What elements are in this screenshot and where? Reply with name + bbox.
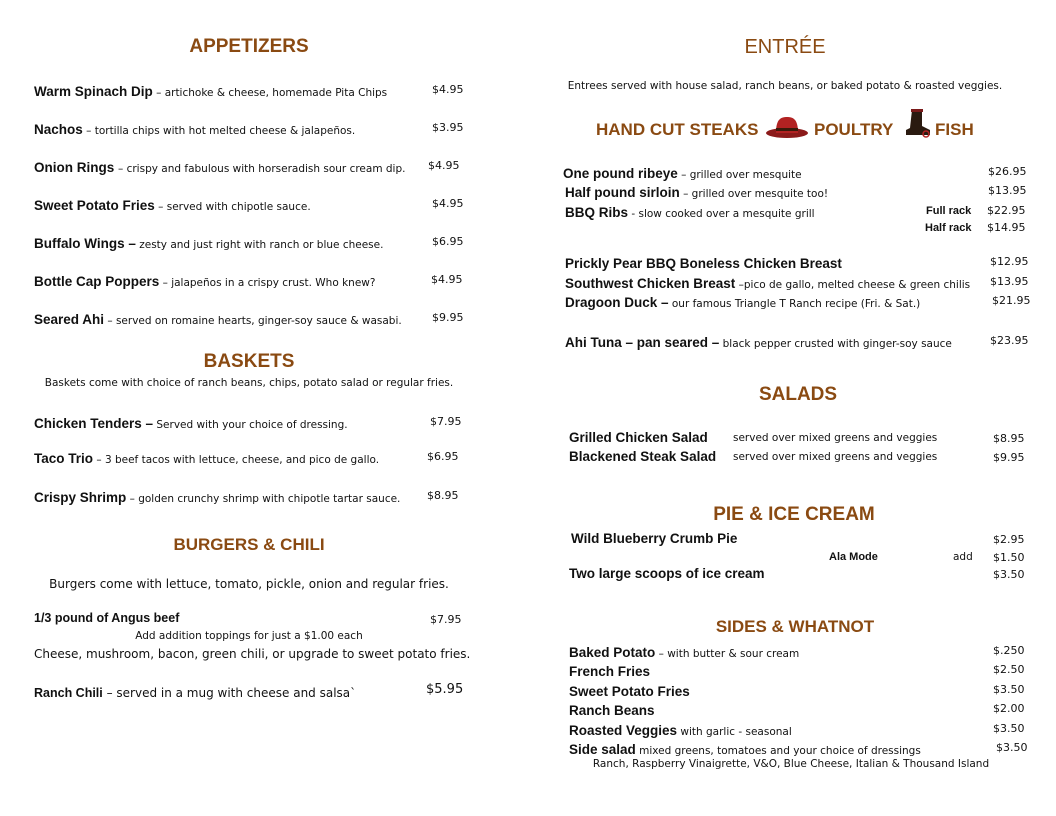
dressings-list: Ranch, Raspberry Vinaigrette, V&O, Blue Cheese, Italian & Thousand Island (592, 758, 990, 770)
salad-price: $8.95 (993, 432, 1025, 445)
salad-desc: served over mixed greens and veggies (733, 432, 938, 444)
menu-item: Warm Spinach Dip – artichoke & cheese, homemade Pita Chips (34, 84, 388, 99)
menu-item-price: $12.95 (990, 255, 1029, 268)
baskets-note: Baskets come with choice of ranch beans, chips, potato salad or regular fries. (44, 377, 454, 389)
menu-item: Nachos – tortilla chips with hot melted cheese & jalapeños. (34, 122, 356, 137)
menu-item: Buffalo Wings – zesty and just right with ranch or blue cheese. (34, 236, 384, 251)
salad-name: Grilled Chicken Salad (569, 430, 708, 445)
angus-burger-name: 1/3 pound of Angus beef (34, 611, 180, 625)
menu-item-price: $4.95 (431, 273, 463, 286)
menu-item: Onion Rings – crispy and fabulous with horseradish sour cream dip. (34, 160, 406, 175)
menu-item: Ranch Beans (569, 703, 655, 718)
menu-item-price: $3.50 (993, 683, 1025, 696)
alamode-add: add (953, 551, 973, 563)
toppings-note: Add addition toppings for just a $1.00 each (135, 630, 363, 642)
salad-desc: served over mixed greens and veggies (733, 451, 938, 463)
menu-item: Sweet Potato Fries – served with chipotle sauce. (34, 198, 311, 213)
menu-item: French Fries (569, 664, 651, 679)
menu-item: Prickly Pear BBQ Boneless Chicken Breast (565, 256, 842, 271)
menu-item: Seared Ahi – served on romaine hearts, ginger-soy sauce & wasabi. (34, 312, 402, 327)
menu-item-price: $26.95 (988, 165, 1027, 178)
menu-item-price: $2.00 (993, 702, 1025, 715)
salad-name: Blackened Steak Salad (569, 449, 717, 464)
pie-heading: PIE & ICE CREAM (713, 504, 875, 525)
full-rack-label: Full rack (926, 205, 972, 217)
poultry-subhead: POULTRY (814, 120, 894, 139)
angus-burger-price: $7.95 (430, 613, 462, 626)
chili-price: $5.95 (426, 682, 464, 697)
menu-item: Southwest Chicken Breast –pico de gallo, melted cheese & green chilis (565, 276, 971, 291)
fish-subhead: FISH (935, 120, 974, 139)
menu-item-price: $3.50 (993, 722, 1025, 735)
menu-item-price: $2.50 (993, 663, 1025, 676)
menu-item-price: $9.95 (432, 311, 464, 324)
menu-item: One pound ribeye – grilled over mesquite (563, 166, 802, 181)
steaks-subhead: HAND CUT STEAKS (596, 120, 759, 139)
scoops-price: $3.50 (993, 568, 1025, 581)
menu-item-price: $4.95 (428, 159, 460, 172)
sides-heading: SIDES & WHATNOT (715, 617, 875, 636)
menu-item: Side salad mixed greens, tomatoes and your choice of dressings (569, 742, 921, 757)
menu-item-price: $23.95 (990, 334, 1029, 347)
alamode-label: Ala Mode (829, 551, 878, 563)
menu-item: Taco Trio – 3 beef tacos with lettuce, cheese, and pico de gallo. (34, 451, 380, 466)
baskets-heading: BASKETS (203, 351, 295, 372)
menu-item: BBQ Ribs - slow cooked over a mesquite grill (565, 205, 815, 220)
menu-item-price: $13.95 (988, 184, 1027, 197)
menu-item: Baked Potato – with butter & sour cream (569, 645, 800, 660)
menu-item: Bottle Cap Poppers – jalapeños in a crispy crust. Who knew? (34, 274, 376, 289)
menu-item-price: $3.50 (996, 741, 1028, 754)
scoops-name: Two large scoops of ice cream (569, 566, 765, 581)
toppings-list: Cheese, mushroom, bacon, green chili, or upgrade to sweet potato fries. (34, 647, 471, 661)
menu-item: Ahi Tuna – pan seared – black pepper crusted with ginger-soy sauce (565, 335, 952, 350)
menu-item: Ranch Chili – served in a mug with cheese and salsa` (34, 686, 357, 700)
menu-item: Chicken Tenders – Served with your choice of dressing. (34, 416, 348, 431)
menu-item: Crispy Shrimp – golden crunchy shrimp with chipotle tartar sauce. (34, 490, 401, 505)
menu-item-price: $.250 (993, 644, 1025, 657)
burgers-heading: BURGERS & CHILI (173, 535, 325, 554)
alamode-price: $1.50 (993, 551, 1025, 564)
menu-item-price: $7.95 (430, 415, 462, 428)
cowboy-hat-icon (764, 114, 810, 140)
menu-item: Half pound sirloin – grilled over mesquite too! (565, 185, 829, 200)
menu-item-price: $6.95 (432, 235, 464, 248)
salads-heading: SALADS (758, 384, 838, 405)
menu-item: Roasted Veggies with garlic - seasonal (569, 723, 792, 738)
menu-item-price: $3.95 (432, 121, 464, 134)
menu-item: Sweet Potato Fries (569, 684, 690, 699)
appetizers-heading: APPETIZERS (189, 36, 309, 57)
half-rack-label: Half rack (925, 222, 972, 234)
menu-item: Dragoon Duck – our famous Triangle T Ranch recipe (Fri. & Sat.) (565, 295, 921, 310)
cowboy-boot-icon (900, 108, 932, 138)
half-rack-price: $14.95 (987, 221, 1026, 234)
menu-item-price: $13.95 (990, 275, 1029, 288)
menu-item-price: $6.95 (427, 450, 459, 463)
menu-item-price: $21.95 (992, 294, 1031, 307)
burgers-note: Burgers come with lettuce, tomato, pickle, onion and regular fries. (49, 577, 449, 591)
menu-item-price: $4.95 (432, 83, 464, 96)
entree-note: Entrees served with house salad, ranch beans, or baked potato & roasted veggies. (567, 80, 1003, 92)
entree-heading: ENTRÉE (744, 36, 826, 58)
menu-item-price: $4.95 (432, 197, 464, 210)
pie-name: Wild Blueberry Crumb Pie (571, 531, 738, 546)
pie-price: $2.95 (993, 533, 1025, 546)
full-rack-price: $22.95 (987, 204, 1026, 217)
menu-item-price: $8.95 (427, 489, 459, 502)
salad-price: $9.95 (993, 451, 1025, 464)
